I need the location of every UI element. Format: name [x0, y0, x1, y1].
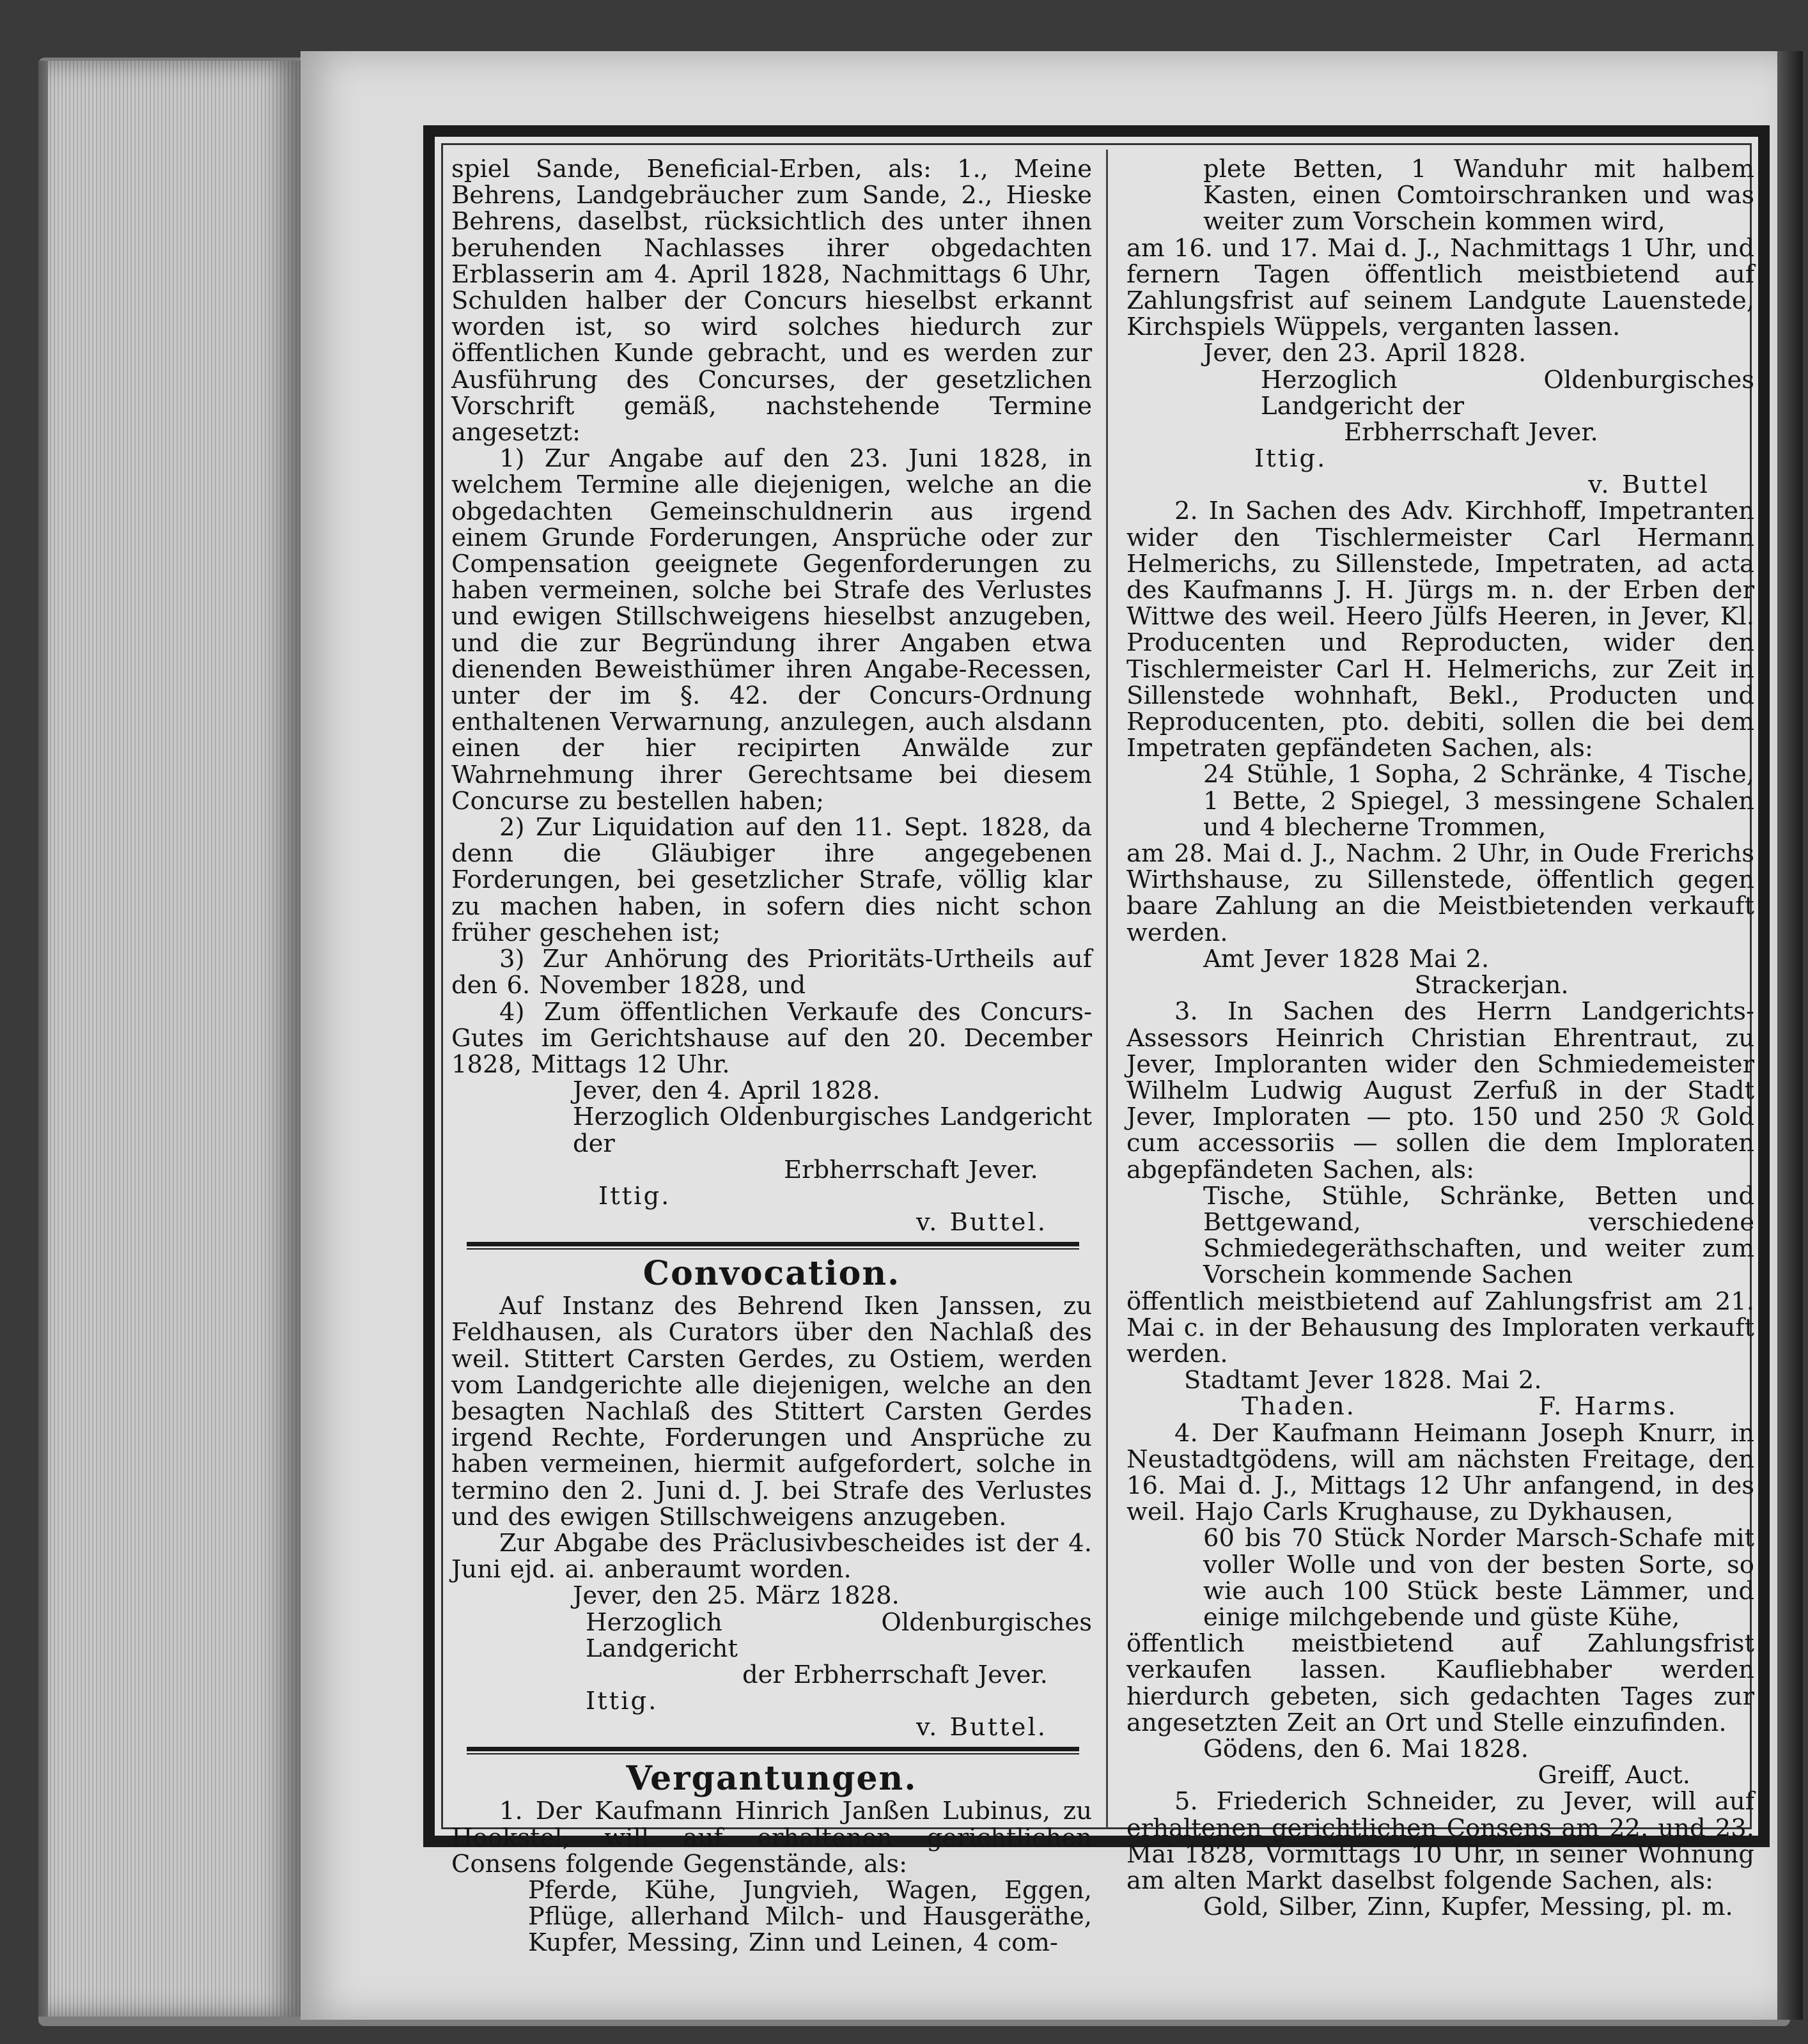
- convocation-text-2: Zur Abgabe des Präclusivbescheides ist der 4. Juni ejd. ai. anberaumt worden.: [451, 1528, 1092, 1584]
- concurs-continuation: spiel Sande, Beneficial-Erben, als: 1., Meine Behrens, Landgebräucher zum Sande, 2., Hieske Behrens, daselbst, rücksichtlich des unter ihnen beruhenden Nachlasses ihrer obgedachten Erblasserin am 4. April 1828, Nachmittags 6 Uhr, Schulden halber der Concurs hieselbst erkannt worden ist, so wird solches hiedurch zur öffentlichen Kunde gebracht, und es werden zur Ausführung des Concurses, der gesetzlichen Vorschrift gemäß, nachstehende Termine angesetzt:: [451, 155, 1092, 447]
- signature-strackerjan: Strackerjan.: [1414, 971, 1569, 1000]
- left-column: [451, 155, 1092, 1958]
- vergantung-2-terms: am 28. Mai d. J., Nachm. 2 Uhr, in Oude Frerichs Wirthshause, zu Sillenstede, öffentlich gegen baare Zahlung an die Meistbietenden verkauft werden.: [1126, 839, 1754, 947]
- signature-buttel: v. Buttel: [1588, 470, 1710, 500]
- place-date: Gödens, den 6. Mai 1828.: [1203, 1734, 1529, 1763]
- court-name-cont: Erbherrschaft Jever.: [1344, 418, 1598, 447]
- vergantung-1-items: Pferde, Kühe, Jungvieh, Wagen, Eggen, Pflüge, allerhand Milch- und Hausgeräthe, Kupfer, Messing, Zinn und Leinen, 4 com-: [528, 1875, 1092, 1958]
- signature-greiff: Greiff, Auct.: [1538, 1761, 1690, 1790]
- column-divider: [1106, 150, 1108, 1828]
- section-rule: [467, 1242, 1079, 1250]
- page-edges: [48, 61, 303, 2017]
- term-4: 4) Zum öffentlichen Verkaufe des Concurs-Gutes im Gerichtshause auf den 20. December 1828, Mittags 12 Uhr.: [451, 997, 1092, 1079]
- vergantung-4-goods: 60 bis 70 Stück Norder Marsch-Schafe mit voller Wolle und von der besten Sorte, so wie auch 100 Stück beste Lämmer, und einige milchgebende und güste Kühe,: [1203, 1524, 1754, 1632]
- signatures: [451, 1688, 1092, 1740]
- convocation-text: Auf Instanz des Behrend Iken Janssen, zu Feldhausen, als Curators über den Nachlaß des weil. Stittert Carsten Gerdes, zu Ostiem, werden vom Landgerichte alle diejenigen, welche an den besagten Nachlaß des Stittert Carsten Gerdes irgend Rechte, Forderungen und Ansprüche zu haben vermeinen, hiermit aufgefordert, solche in termino den 2. Juni d. J. bei Strafe des Verlustes und des ewigen Stillschweigens anzugeben.: [451, 1292, 1092, 1531]
- vergantung-2: 2. In Sachen des Adv. Kirchhoff, Impetranten wider den Tischlermeister Carl Hermann Helmerichs, zu Sillenstede, Impetraten, ad acta des Kaufmanns J. H. Jürgs m. n. der Erben der Wittwe des weil. Heero Jülfs Heeren, in Jever, Kl. Producenten und Reproducten, wider den Tischlermeister Carl H. Helmerichs, zur Zeit in Sillenstede wohnhaft, Bekl., Producten und Reproducenten, pto. debiti, sollen die bei dem Impetraten gepfändeten Sachen, als:: [1126, 497, 1754, 763]
- vergantung-1-terms: am 16. und 17. Mai d. J., Nachmittags 1 Uhr, und fernern Tagen öffentlich meistbietend auf Zahlungsfrist auf seinem Landgute Lauenstede, Kirchspiels Wüppels, verganten lassen.: [1126, 233, 1754, 342]
- place-date: Stadtamt Jever 1828. Mai 2.: [1184, 1366, 1542, 1395]
- vergantung-1: 1. Der Kaufmann Hinrich Janßen Lubinus, zu Hookstel, will auf erhaltenen gerichtlichen Consens folgende Gegenstände, als:: [451, 1797, 1092, 1878]
- signature-ittig: Ittig.: [598, 1181, 671, 1211]
- term-2: 2) Zur Liquidation auf den 11. Sept. 1828, da denn die Gläubiger ihre angegebenen Forderungen, bei gesetzlicher Strafe, völlig klar zu machen haben, in sofern dies nicht schon früher geschehen ist;: [451, 813, 1092, 947]
- place-date: Jever, den 25. März 1828.: [573, 1581, 900, 1611]
- signature-buttel: v. Buttel.: [916, 1207, 1047, 1237]
- vergantung-2-goods: 24 Stühle, 1 Sopha, 2 Schränke, 4 Tische, 1 Bette, 2 Spiegel, 3 messingene Schalen und 4 blecherne Trommen,: [1203, 760, 1754, 842]
- vergantung-5-goods: Gold, Silber, Zinn, Kupfer, Messing, pl. m.: [1203, 1893, 1733, 1922]
- printed-frame: [423, 125, 1770, 1958]
- court-name: Herzoglich Oldenburgisches Landgericht: [586, 1607, 1092, 1663]
- place-date: Jever, den 23. April 1828.: [1203, 339, 1527, 368]
- page-gutter-shadow: [1777, 51, 1803, 2020]
- place-date: Amt Jever 1828 Mai 2.: [1203, 944, 1490, 973]
- vergantung-3-goods: Tische, Stühle, Schränke, Betten und Bettgewand, verschiedene Schmiedegeräthschaften, und weiter zum Vorschein kommende Sachen: [1203, 1181, 1754, 1290]
- vergantung-3: 3. In Sachen des Herrn Landgerichts-Assessors Heinrich Christian Ehrentraut, zu Jever, Imploranten wider den Schmiedemeister Wilhelm Ludwig August Zerfuß in der Stadt Jever, Imploraten — pto. 150 und 250 ℛ Gold cum accessoriis — sollen die dem Imploraten abgepfändeten Sachen, als:: [1126, 997, 1754, 1184]
- signature-thaden: Thaden.: [1242, 1392, 1356, 1421]
- vergantung-5: 5. Friederich Schneider, zu Jever, will auf erhaltenen gerichtlichen Consens am 22. und 23. Mai 1828, Vormittags 10 Uhr, in seiner Wohnung am alten Markt daselbst folgende Sachen, als:: [1126, 1787, 1754, 1895]
- right-column: [1126, 155, 1754, 1922]
- section-rule: [467, 1747, 1079, 1754]
- vergantung-3-terms: öffentlich meistbietend auf Zahlungsfrist am 21. Mai c. in der Behausung des Imploraten verkauft werden.: [1126, 1287, 1754, 1368]
- place-date: Jever, den 4. April 1828.: [573, 1076, 880, 1106]
- signature-buttel: v. Buttel.: [916, 1713, 1047, 1742]
- vergantung-1-items-cont: plete Betten, 1 Wanduhr mit halbem Kasten, einen Comtoirschranken und was weiter zum Vorschein kommen wird,: [1203, 155, 1754, 236]
- court-name-cont: Erbherrschaft Jever.: [784, 1155, 1038, 1184]
- signature-ittig: Ittig.: [1254, 444, 1327, 474]
- court-name: Herzoglich Oldenburgisches Landgericht der: [573, 1103, 1092, 1158]
- term-3: 3) Zur Anhörung des Prioritäts-Urtheils auf den 6. November 1828, und: [451, 945, 1092, 1000]
- vergantung-4: 4. Der Kaufmann Heimann Joseph Knurr, in Neustadtgödens, will am nächsten Freitage, den 16. Mai d. J., Mittags 12 Uhr anfangend, in des weil. Hajo Carls Krughause, zu Dykhausen,: [1126, 1418, 1754, 1527]
- court-name: Herzoglich Oldenburgisches Landgericht der: [1261, 365, 1754, 421]
- vergantung-4-terms: öffentlich meistbietend auf Zahlungsfrist verkaufen lassen. Kaufliebhaber werden hierdurch gebeten, sich gedachten Tages zur angesetzten Zeit an Ort und Stelle einzufinden.: [1126, 1629, 1754, 1737]
- term-1: 1) Zur Angabe auf den 23. Juni 1828, in welchem Termine alle diejenigen, welche an die obgedachten Gemeinschuldnerin aus irgend einem Grunde Forderungen, Ansprüche oder zur Compensation geeignete Gegenforderungen zu haben vermeinen, solche bei Strafe des Verlustes und ewigen Stillschweigens hieselbst anzugeben, und die zur Begründung ihrer Angaben etwa dienenden Beweisthümer ihren Angabe-Recessen, unter der im §. 42. der Concurs-Ordnung enthaltenen Verwarnung, anzulegen, auch alsdann einen der hier recipirten Anwälde zur Wahrnehmung ihrer Gerechtsame bei diesem Concurse zu bestellen haben;: [451, 444, 1092, 816]
- signatures: [1126, 1393, 1754, 1420]
- signature-ittig: Ittig.: [586, 1687, 659, 1716]
- signature-harms: F. Harms.: [1538, 1392, 1678, 1421]
- heading-vergantungen: Vergantungen.: [626, 1759, 917, 1799]
- signatures: [451, 1183, 1092, 1235]
- court-name-cont: der Erbherrschaft Jever.: [742, 1660, 1048, 1689]
- heading-convocation: Convocation.: [643, 1254, 901, 1294]
- signatures: [1126, 445, 1754, 498]
